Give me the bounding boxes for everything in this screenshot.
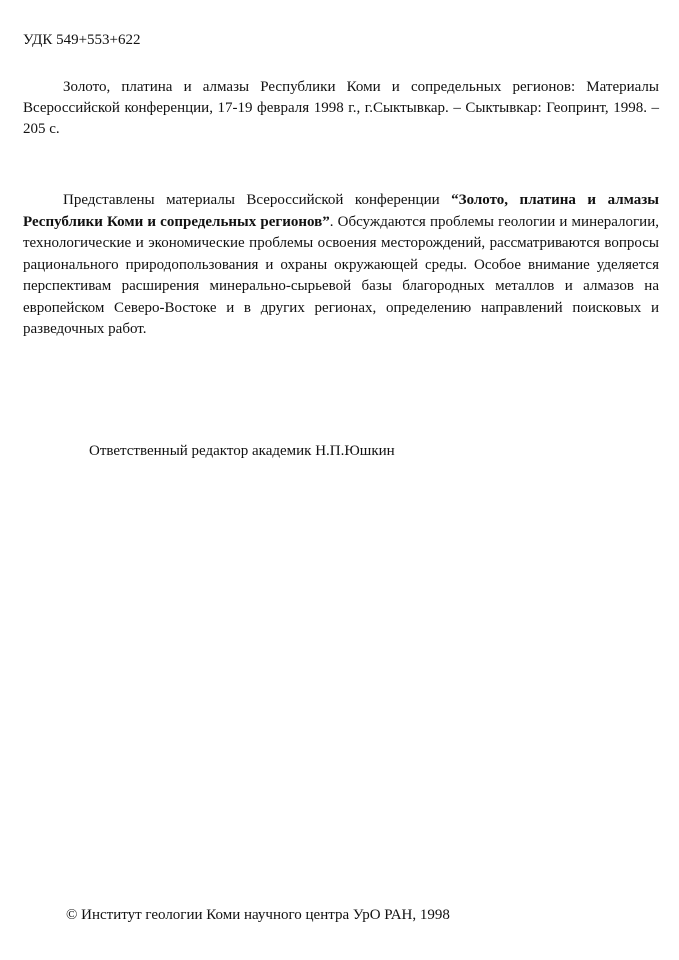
udk-code: УДК 549+553+622 xyxy=(23,32,141,48)
copyright-notice: © Институт геологии Коми научного центра УрО РАН, 1998 xyxy=(66,907,450,923)
abstract-paragraph xyxy=(23,190,659,341)
abstract-body: . Обсуждаются проблемы геологии и минералогии, технологические и экономические проблемы освоения месторождений, рассматриваются вопросы рационального природопользования и охраны окружающей среды. Особое внимание уделяется перспективам расширения минерально-сырьевой базы благородных металлов и алмазов на европейском Северо-Востоке и в других регионах, определению направлений поисковых и разведочных работ. xyxy=(23,213,659,337)
conference-title: “Золото, платина и алмазы Республики Коми и сопредельных регионов” xyxy=(23,192,659,230)
bibliographic-citation: Золото, платина и алмазы Республики Коми и сопредельных регионов: Материалы Всероссийской конференции, 17-19 февраля 1998 г., г.Сыктывкар. – Сыктывкар: Геопринт, 1998. – 205 с. xyxy=(23,79,659,137)
responsible-editor: Ответственный редактор академик Н.П.Юшкин xyxy=(89,443,395,459)
abstract-intro: Представлены материалы Всероссийской конференции xyxy=(63,192,452,208)
